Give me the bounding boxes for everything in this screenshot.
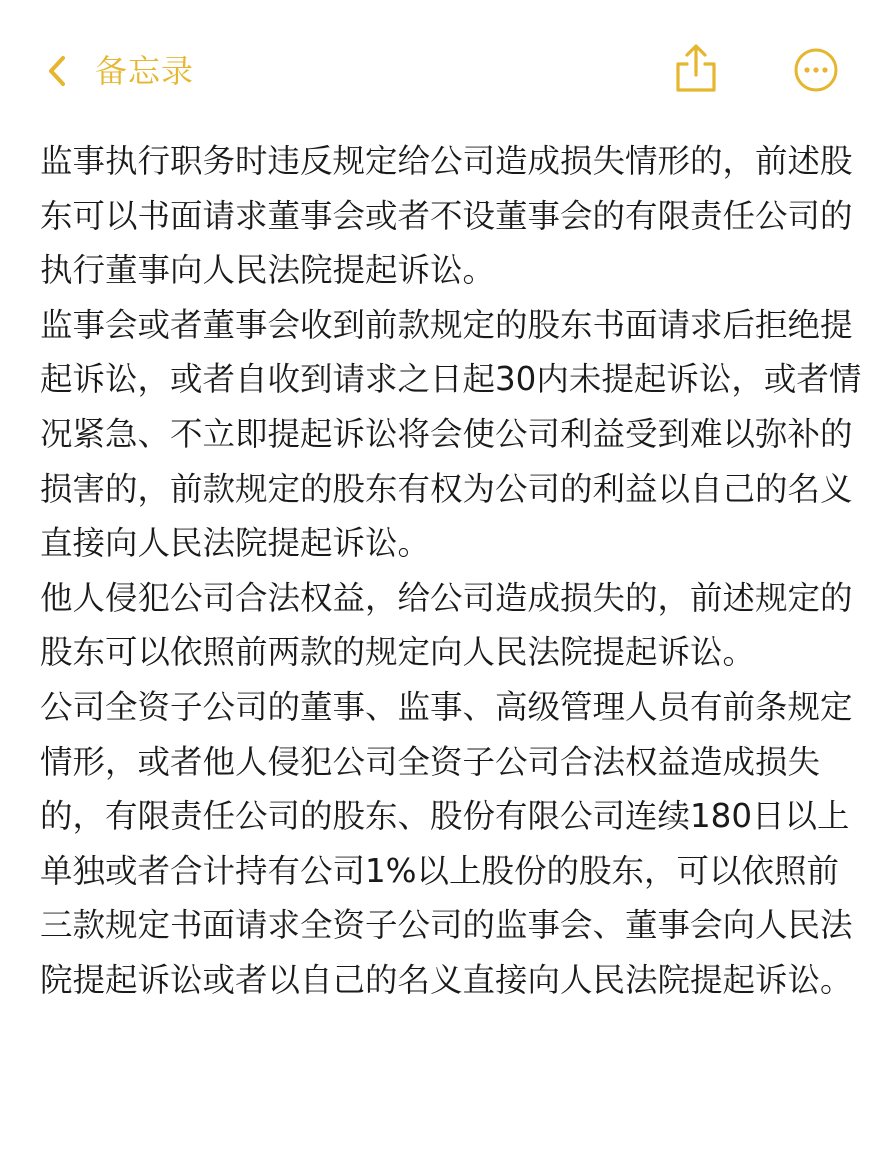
note-line: 三款规定书面请求全资子公司的监事会、董事会向人民法 <box>40 906 853 945</box>
share-icon <box>674 79 718 98</box>
share-button[interactable] <box>674 42 718 94</box>
back-button[interactable] <box>46 46 194 96</box>
note-line: 院提起诉讼或者以自己的名义直接向人民法院提起诉讼。 <box>40 960 853 999</box>
note-line: 直接向人民法院提起诉讼。 <box>40 524 431 563</box>
note-line: 监事会或者董事会收到前款规定的股东书面请求后拒绝提 <box>40 305 853 344</box>
note-line: 公司全资子公司的董事、监事、高级管理人员有前条规定 <box>40 687 853 726</box>
note-line: 损害的，前款规定的股东有权为公司的利益以自己的名义 <box>40 469 853 508</box>
note-line: 执行董事向人民法院提起诉讼。 <box>40 251 496 290</box>
note-line: 况紧急、不立即提起诉讼将会使公司利益受到难以弥补的 <box>40 414 853 453</box>
note-line: 起诉讼，或者自收到请求之日起30内未提起诉讼，或者情 <box>40 360 862 399</box>
note-line: 情形，或者他人侵犯公司全资子公司合法权益造成损失 <box>40 742 821 781</box>
chevron-left-icon <box>46 46 82 96</box>
more-icon <box>794 77 838 96</box>
navigation-bar <box>0 0 880 140</box>
note-line: 他人侵犯公司合法权益，给公司造成损失的，前述规定的 <box>40 578 853 617</box>
note-body[interactable] <box>40 134 862 1008</box>
more-options-button[interactable] <box>794 48 838 92</box>
note-line: 的，有限责任公司的股东、股份有限公司连续180日以上 <box>40 797 850 836</box>
note-line: 监事执行职务时违反规定给公司造成损失情形的，前述股 <box>40 142 853 180</box>
note-line: 股东可以依照前两款的规定向人民法院提起诉讼。 <box>40 633 756 672</box>
note-line: 东可以书面请求董事会或者不设董事会的有限责任公司的 <box>40 196 853 235</box>
back-label: 备忘录 <box>95 52 195 90</box>
note-line: 单独或者合计持有公司1%以上股份的股东，可以依照前 <box>40 851 840 890</box>
